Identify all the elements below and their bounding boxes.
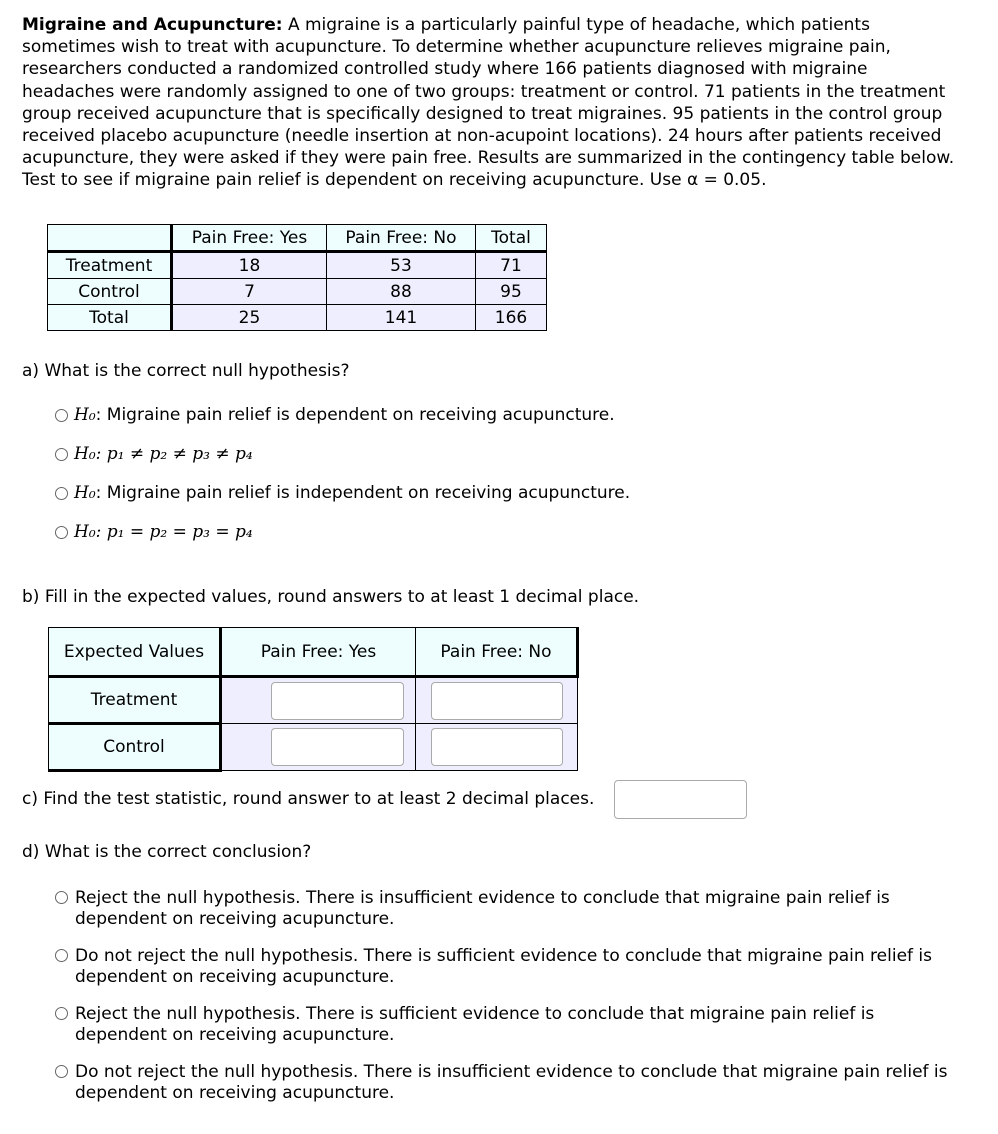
radio-button[interactable] <box>55 1065 68 1078</box>
column-header: Pain Free: Yes <box>172 225 327 252</box>
option-text: Reject the null hypothesis. There is sufficient evidence to conclude that migraine pain relief is dependent on receiving acupuncture. <box>75 1004 875 1045</box>
table-cell <box>416 677 578 724</box>
table-cell: 166 <box>476 305 547 331</box>
option-text: : Migraine pain relief is independent on receiving acupuncture. <box>95 483 631 503</box>
option-text: Do not reject the null hypothesis. There is sufficient evidence to conclude that migraine pain relief is dependent on receiving acupuncture. <box>75 946 932 987</box>
table-cell: 25 <box>172 305 327 331</box>
table-row <box>49 724 578 771</box>
option-text: Reject the null hypothesis. There is insufficient evidence to conclude that migraine pain relief is dependent on receiving acupuncture. <box>75 888 890 929</box>
h0-symbol: H₀ <box>74 522 96 542</box>
null-hypothesis-option-4[interactable] <box>55 522 253 542</box>
null-hypothesis-option-1[interactable] <box>55 405 615 425</box>
table-cell <box>221 724 416 771</box>
option-text: : p₁ = p₂ = p₃ = p₄ <box>95 522 253 542</box>
row-header: Control <box>49 724 221 771</box>
contingency-table <box>47 224 547 331</box>
radio-button[interactable] <box>55 891 68 904</box>
expected-treatment-no-input[interactable] <box>431 682 563 720</box>
column-header: Pain Free: No <box>327 225 476 252</box>
conclusion-option-2[interactable] <box>55 946 955 988</box>
radio-button[interactable] <box>55 1007 68 1020</box>
h0-symbol: H₀ <box>74 483 96 503</box>
expected-values-header: Expected Values <box>49 628 221 677</box>
table-row <box>48 305 547 331</box>
row-header: Treatment <box>49 677 221 724</box>
option-text: Do not reject the null hypothesis. There is insufficient evidence to conclude that migraine pain relief is dependent on receiving acupuncture. <box>75 1062 948 1103</box>
table-row <box>48 279 547 305</box>
question-b: b) Fill in the expected values, round answers to at least 1 decimal place. <box>22 587 640 607</box>
table-cell: 18 <box>172 252 327 279</box>
conclusion-option-3[interactable] <box>55 1004 955 1046</box>
option-text: : p₁ ≠ p₂ ≠ p₃ ≠ p₄ <box>95 444 253 464</box>
question-a: a) What is the correct null hypothesis? <box>22 361 350 381</box>
h0-symbol: H₀ <box>74 444 96 464</box>
table-row <box>49 677 578 724</box>
radio-button[interactable] <box>55 448 68 461</box>
table-cell: 7 <box>172 279 327 305</box>
null-hypothesis-option-2[interactable] <box>55 444 253 464</box>
expected-values-table <box>48 627 579 772</box>
problem-text: A migraine is a particularly painful type of headache, which patients sometimes wish to treat with acupuncture. To determine whether acupuncture relieves migraine pain, researchers conducted a randomized controlled study where 166 patients diagnosed with migraine headaches were randomly assigned to one of two groups: treatment or control. 71 patients in the treatment group received acupuncture that is specifically designed to treat migraines. 95 patients in the control group received placebo acupuncture (needle insertion at non-acupoint locations). 24 hours after patients received acupuncture, they were asked if they were pain free. Results are summarized in the contingency table below. Test to see if migraine pain relief is dependent on receiving acupuncture. Use α = 0.05. <box>22 15 955 191</box>
table-corner <box>48 225 172 252</box>
table-cell <box>416 724 578 771</box>
radio-button[interactable] <box>55 409 68 422</box>
row-header: Control <box>48 279 172 305</box>
table-cell <box>221 677 416 724</box>
column-header: Pain Free: No <box>416 628 578 677</box>
row-header: Total <box>48 305 172 331</box>
column-header: Pain Free: Yes <box>221 628 416 677</box>
problem-title: Migraine and Acupuncture: <box>22 15 283 35</box>
table-cell: 88 <box>327 279 476 305</box>
table-cell: 95 <box>476 279 547 305</box>
option-text: : Migraine pain relief is dependent on receiving acupuncture. <box>95 405 615 425</box>
radio-button[interactable] <box>55 487 68 500</box>
conclusion-option-1[interactable] <box>55 888 955 930</box>
row-header: Treatment <box>48 252 172 279</box>
h0-symbol: H₀ <box>74 405 96 425</box>
table-cell: 141 <box>327 305 476 331</box>
question-c: c) Find the test statistic, round answer to at least 2 decimal places. <box>22 789 595 809</box>
expected-control-yes-input[interactable] <box>271 728 404 766</box>
table-cell: 53 <box>327 252 476 279</box>
expected-control-no-input[interactable] <box>431 728 563 766</box>
table-cell: 71 <box>476 252 547 279</box>
radio-button[interactable] <box>55 949 68 962</box>
column-header: Total <box>476 225 547 252</box>
conclusion-option-4[interactable] <box>55 1062 955 1104</box>
test-statistic-input[interactable] <box>614 780 747 819</box>
question-d: d) What is the correct conclusion? <box>22 842 312 862</box>
table-row <box>48 252 547 279</box>
expected-treatment-yes-input[interactable] <box>271 682 404 720</box>
problem-statement <box>22 14 962 192</box>
null-hypothesis-option-3[interactable] <box>55 483 630 503</box>
radio-button[interactable] <box>55 526 68 539</box>
